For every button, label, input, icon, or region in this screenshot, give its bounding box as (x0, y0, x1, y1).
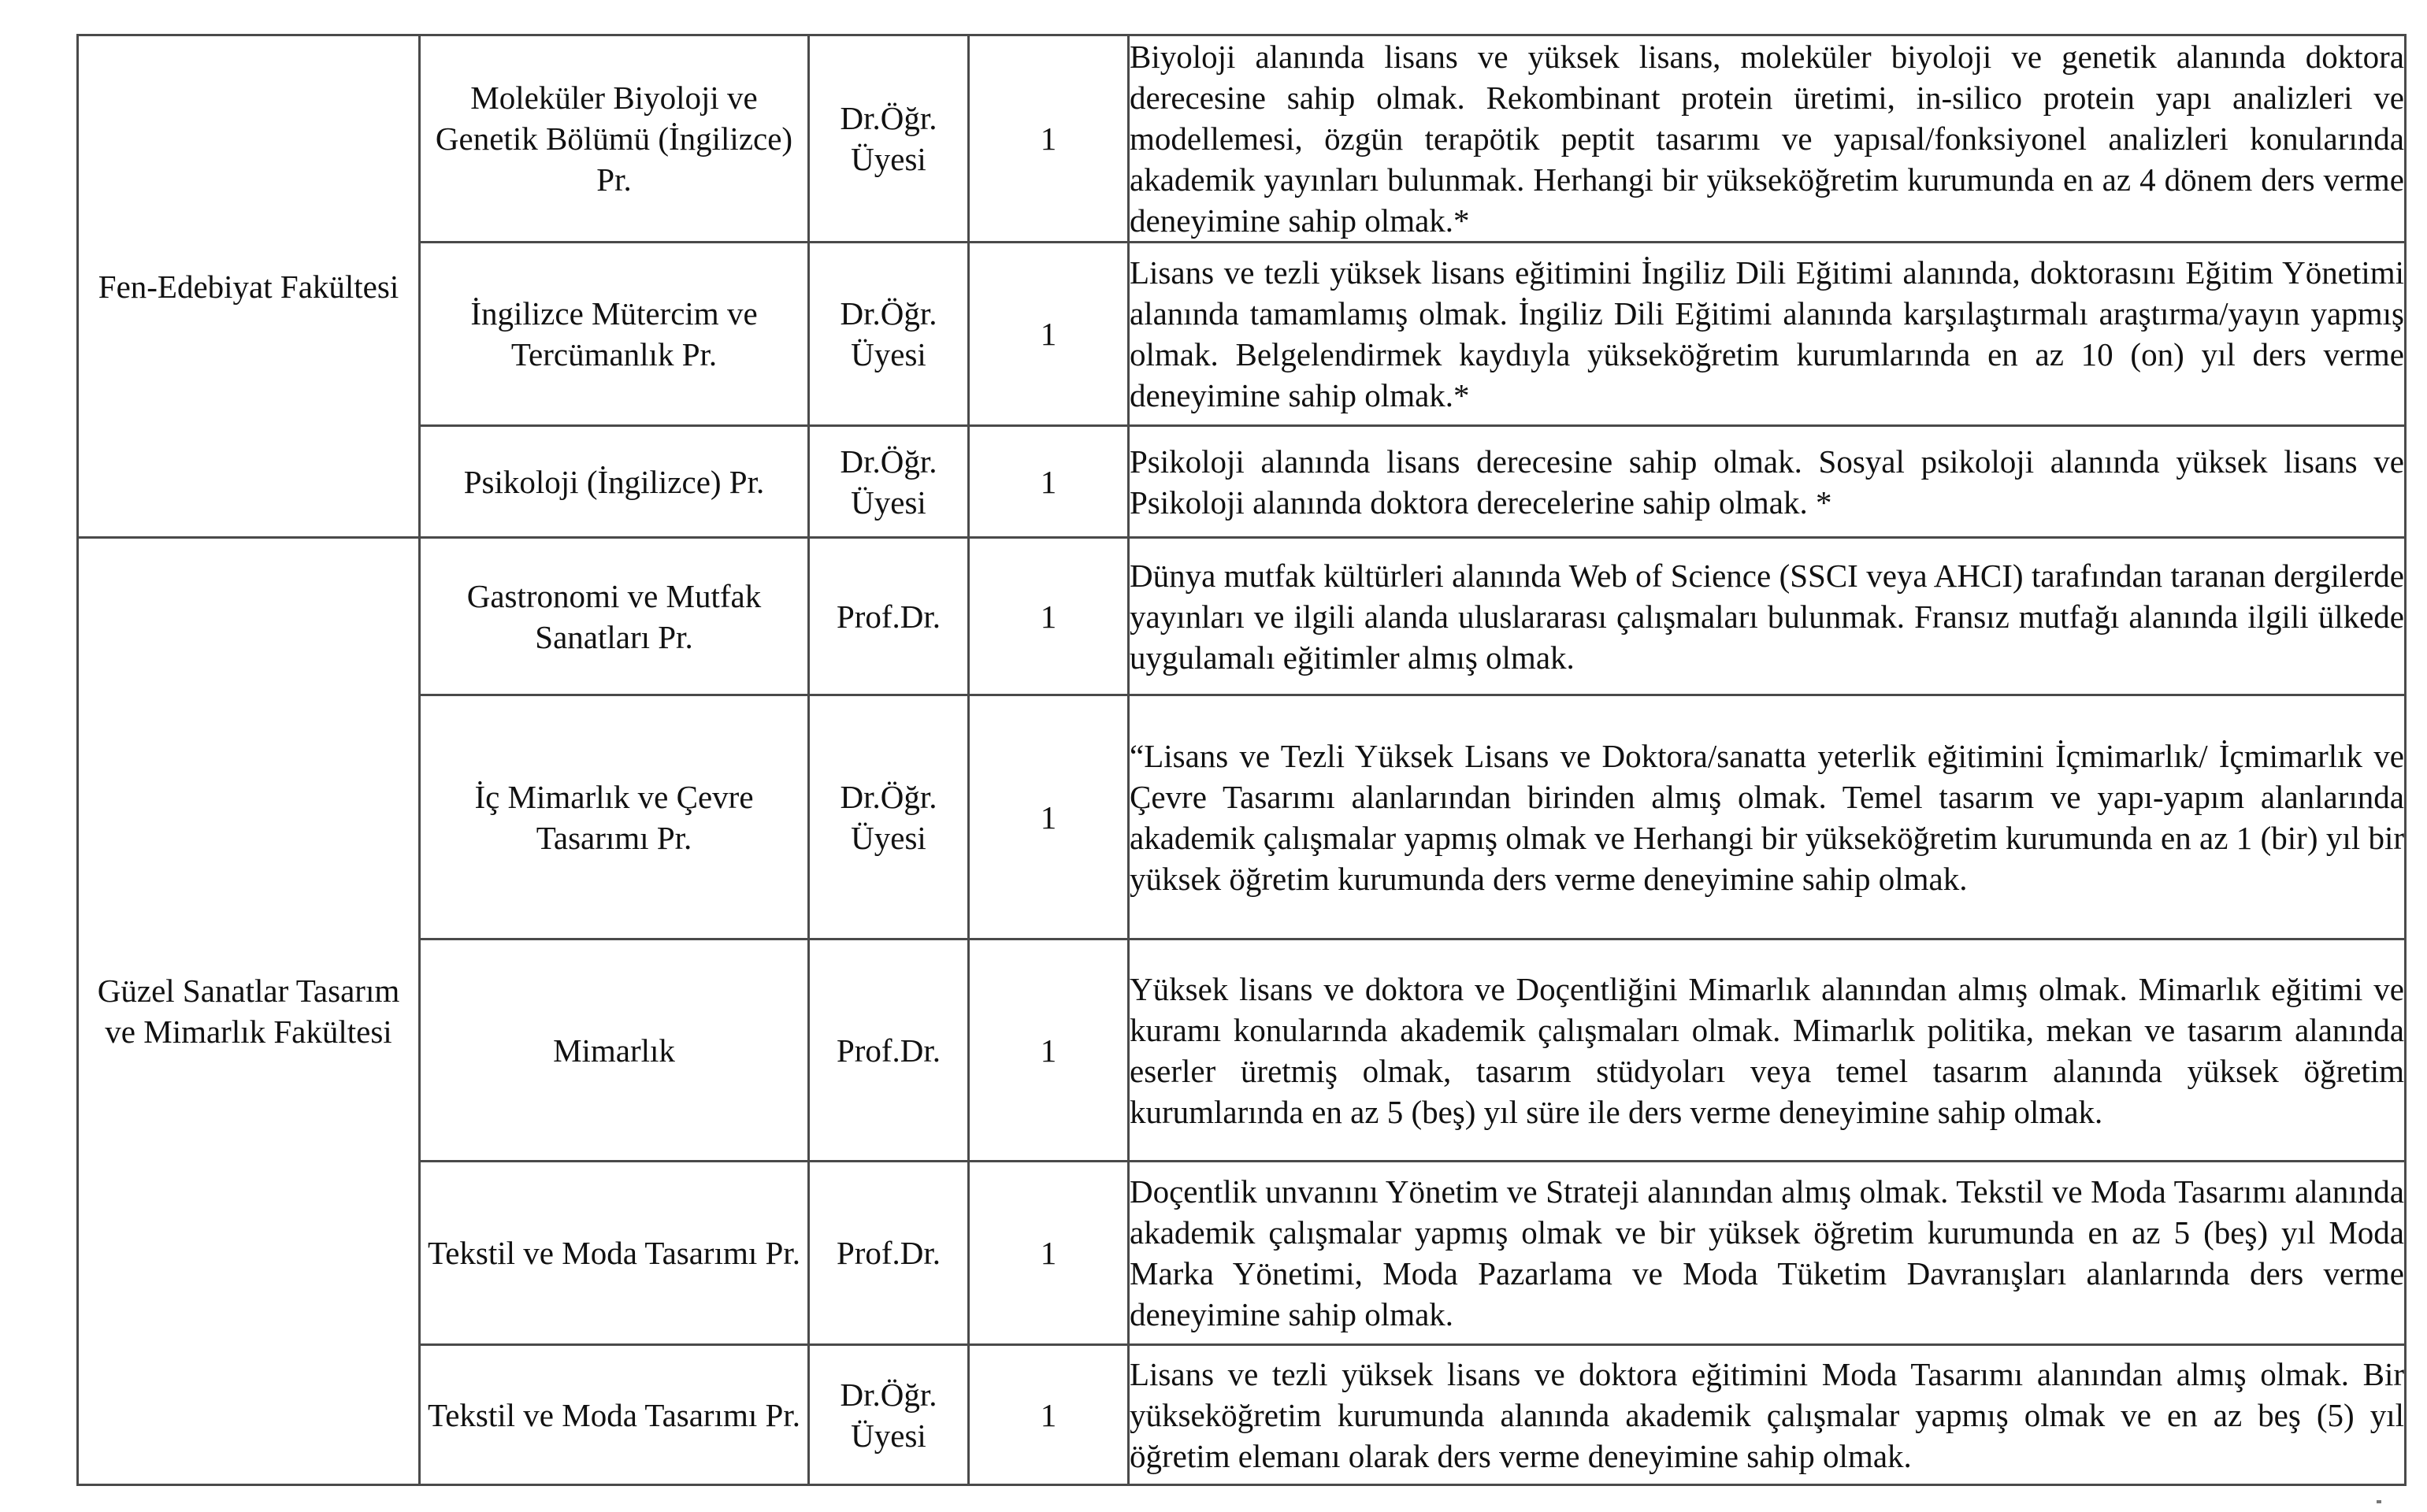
department-cell (420, 243, 809, 426)
requirements-text: Doçentlik unvanını Yönetim ve Strateji alanından almış olmak. Tekstil ve Moda Tasarımı alanında akademik çalışmalar yapmış olmak ve bir yüksek öğretim kurumunda en az 5 (beş) yıl Moda Marka Yönetimi, Moda Pazarlama ve Moda Tüketim Davranışları alanlarında ders verme deneyimine sahip olmak. (1130, 1173, 2404, 1332)
department-cell (420, 1162, 809, 1345)
page-mark (2377, 1500, 2381, 1503)
requirements-text: Lisans ve tezli yüksek lisans ve doktora eğitimini Moda Tasarımı alanından almış olmak. Bir yükseköğretim kurumunda alanında akademik çalışmalar yapmış olmak ve en az beş (5) yıl öğretim elemanı olarak ders verme deneyimine sahip olmak. (1130, 1355, 2404, 1474)
position-count: 1 (1040, 1396, 1057, 1433)
department-cell (420, 426, 809, 538)
department-cell (420, 695, 809, 939)
table-row (78, 1345, 2406, 1485)
table-row (78, 243, 2406, 426)
position-count: 1 (1040, 316, 1057, 352)
count-cell (969, 538, 1129, 695)
academic-title: Prof.Dr. (836, 1235, 941, 1271)
requirements-cell (1129, 35, 2406, 243)
count-cell (969, 1345, 1129, 1485)
count-cell (969, 35, 1129, 243)
faculty-cell (78, 35, 420, 538)
title-cell (809, 243, 969, 426)
requirements-cell (1129, 1345, 2406, 1485)
faculty-name: Fen-Edebiyat Fakültesi (98, 268, 399, 305)
department-name: Gastronomi ve Mutfak Sanatları Pr. (466, 577, 762, 655)
department-name: Moleküler Biyoloji ve Genetik Bölümü (İngilizce) Pr. (435, 80, 793, 198)
academic-title: Prof.Dr. (836, 1032, 941, 1069)
academic-title: Dr.Öğr. Üyesi (840, 100, 937, 177)
count-cell (969, 939, 1129, 1162)
position-count: 1 (1040, 1235, 1057, 1271)
academic-title: Dr.Öğr. Üyesi (840, 778, 937, 856)
requirements-text: Yüksek lisans ve doktora ve Doçentliğini Mimarlık alanından almış olmak. Mimarlık eğitimi ve kuramı konularında akademik çalışmaları olmak. Mimarlık politika, mekan ve tasarım alanında eserler üretmiş olmak, tasarım stüdyoları veya temel tasarım alanında yüksek öğretim kurumlarında en az 5 (beş) yıl süre ile ders verme deneyimine sahip olmak. (1130, 970, 2404, 1130)
position-count: 1 (1040, 799, 1057, 836)
table-row (78, 538, 2406, 695)
requirements-text: Lisans ve tezli yüksek lisans eğitimini İngiliz Dili Eğitimi alanında, doktorasını Eğitim Yönetimi alanında tamamlamış olmak. İngiliz Dili Eğitimi alanında karşılaştırmalı araştırma/yayın yapmış olmak. Belgelendirmek kaydıyla yükseköğretim kurumlarında en az 10 (on) yıl ders verme deneyimine sahip olmak.* (1130, 254, 2404, 413)
title-cell (809, 426, 969, 538)
academic-title: Dr.Öğr. Üyesi (840, 443, 937, 521)
requirements-cell (1129, 538, 2406, 695)
requirements-cell (1129, 695, 2406, 939)
requirements-cell (1129, 243, 2406, 426)
faculty-cell (78, 538, 420, 1485)
table-row (78, 939, 2406, 1162)
department-name: İç Mimarlık ve Çevre Tasarımı Pr. (474, 778, 754, 856)
requirements-text: Psikoloji alanında lisans derecesine sahip olmak. Sosyal psikoloji alanında yüksek lisans ve Psikoloji alanında doktora derecelerine sahip olmak. * (1130, 443, 2404, 521)
department-cell (420, 35, 809, 243)
requirements-cell (1129, 1162, 2406, 1345)
position-count: 1 (1040, 1032, 1057, 1069)
department-name: Mimarlık (553, 1032, 675, 1069)
department-name: Tekstil ve Moda Tasarımı Pr. (428, 1235, 800, 1271)
position-count: 1 (1040, 598, 1057, 635)
title-cell (809, 939, 969, 1162)
count-cell (969, 426, 1129, 538)
department-cell (420, 538, 809, 695)
title-cell (809, 35, 969, 243)
count-cell (969, 1162, 1129, 1345)
academic-title: Prof.Dr. (836, 598, 941, 635)
faculty-name: Güzel Sanatlar Tasarım ve Mimarlık Fakültesi (97, 973, 400, 1050)
table-row (78, 35, 2406, 243)
requirements-text: Dünya mutfak kültürleri alanında Web of Science (SSCI veya AHCI) tarafından taranan dergilerde yayınları ve ilgili alanda uluslararası çalışmaları bulunmak. Fransız mutfağı alanında ilgili ülkede uygulamalı eğitimler almış olmak. (1130, 557, 2404, 676)
title-cell (809, 1345, 969, 1485)
title-cell (809, 1162, 969, 1345)
title-cell (809, 538, 969, 695)
requirements-cell (1129, 939, 2406, 1162)
academic-staff-table (76, 34, 2407, 1486)
department-cell (420, 939, 809, 1162)
department-name: İngilizce Mütercim ve Tercümanlık Pr. (470, 295, 758, 372)
requirements-cell (1129, 426, 2406, 538)
position-count: 1 (1040, 463, 1057, 500)
requirements-text: “Lisans ve Tezli Yüksek Lisans ve Doktora/sanatta yeterlik eğitimini İçmimarlık/ İçmimarlık ve Çevre Tasarımı alanlarından birinden almış olmak. Temel tasarım ve yapı-yapım alanlarında akademik çalışmalar yapmış olmak ve Herhangi bir yükseköğretim kurumunda en az 1 (bir) yıl bir yüksek öğretim kurumunda ders verme deneyimine sahip olmak. (1130, 737, 2404, 897)
count-cell (969, 243, 1129, 426)
count-cell (969, 695, 1129, 939)
title-cell (809, 695, 969, 939)
department-cell (420, 1345, 809, 1485)
academic-title: Dr.Öğr. Üyesi (840, 1376, 937, 1454)
table-row (78, 426, 2406, 538)
requirements-text: Biyoloji alanında lisans ve yüksek lisans, moleküler biyoloji ve genetik alanında doktora derecesine sahip olmak. Rekombinant protein üretimi, in-silico protein yapı analizleri ve modellemesi, özgün terapötik peptit tasarımı ve yapısal/fonksiyonel analizleri konularında akademik yayınları bulunmak. Herhangi bir yükseköğretim kurumunda en az 4 dönem ders verme deneyimine sahip olmak.* (1130, 39, 2404, 239)
table-row (78, 1162, 2406, 1345)
department-name: Tekstil ve Moda Tasarımı Pr. (428, 1396, 800, 1433)
table-row (78, 695, 2406, 939)
position-count: 1 (1040, 120, 1057, 157)
department-name: Psikoloji (İngilizce) Pr. (463, 463, 765, 500)
academic-title: Dr.Öğr. Üyesi (840, 295, 937, 372)
